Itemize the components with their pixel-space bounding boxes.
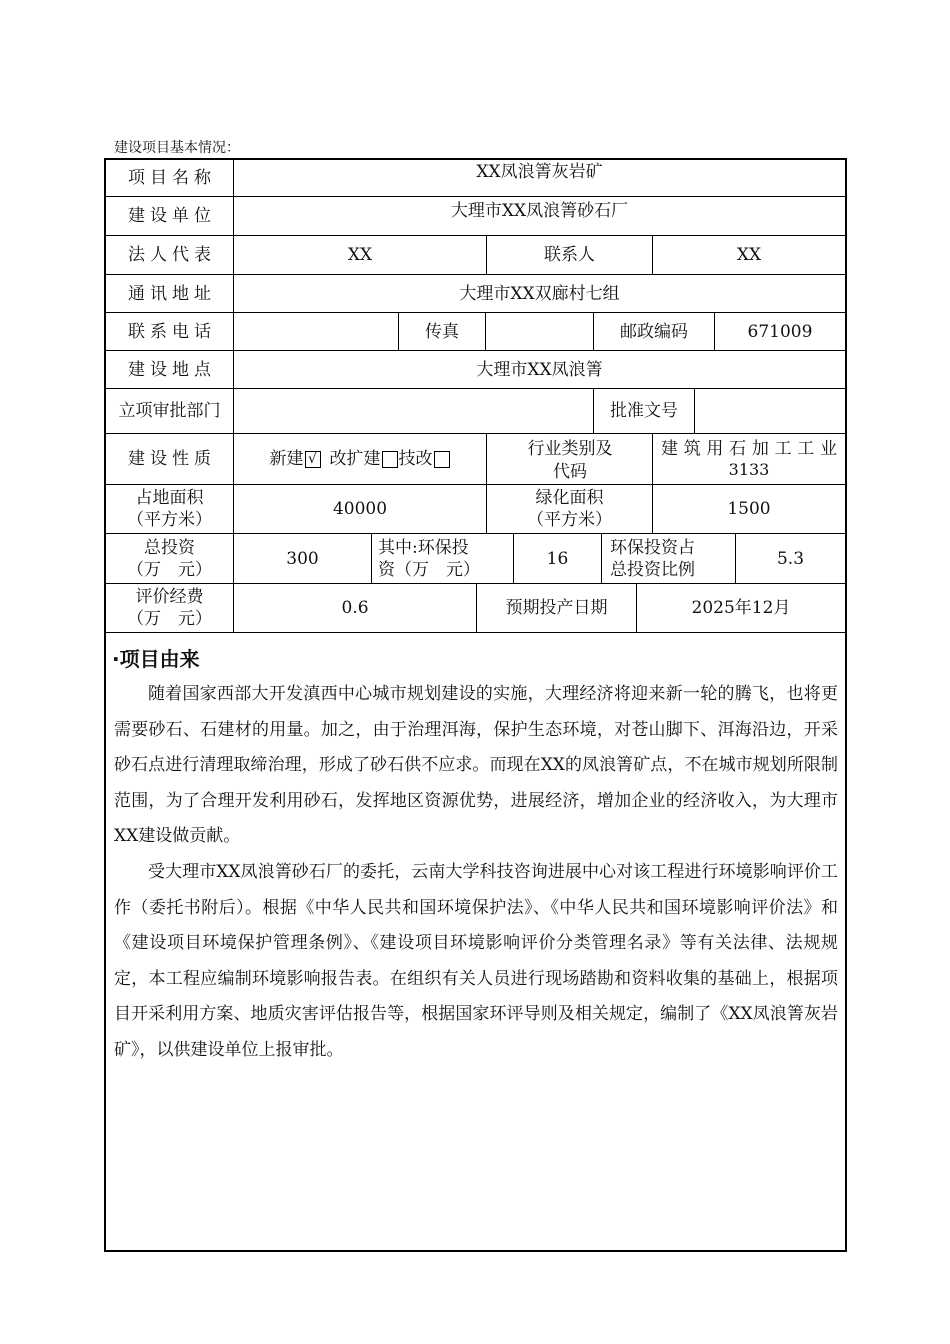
checkbox-new[interactable]: √ — [305, 451, 321, 468]
value-location: 大理市XX凤浪箐 — [476, 359, 603, 380]
fee-title: 评价经费 — [135, 587, 204, 607]
green-area-unit: （平方米） — [527, 510, 612, 530]
label-production-date: 预期投产日期 — [505, 598, 608, 618]
industry-name: 建筑用石加工工业 — [661, 439, 837, 459]
value-contact: XX — [736, 245, 762, 265]
value-env-ratio: 5.3 — [776, 548, 805, 569]
label-env-ratio — [602, 534, 735, 583]
label-evaluation-fee — [106, 584, 233, 632]
fee-unit: （万 元） — [127, 609, 212, 629]
value-evaluation-fee: 0.6 — [341, 598, 369, 618]
label-land-area — [106, 485, 233, 533]
label-industry: 行业类别及代码 — [527, 439, 613, 482]
env-investment-unit: 资（万 元） — [378, 559, 480, 580]
form-caption: 建设项目基本情况： — [114, 140, 240, 156]
value-phone — [234, 313, 398, 350]
option-new-label: 新建 — [269, 449, 304, 469]
label-nature: 建设性质 — [128, 449, 211, 469]
land-area-unit: （平方米） — [127, 510, 212, 530]
label-postcode: 邮政编码 — [620, 321, 688, 342]
value-construction-unit: 大理市XX凤浪箐砂石厂 — [450, 201, 629, 221]
label-green-area — [487, 485, 652, 533]
nature-options — [234, 434, 486, 484]
value-investment: 300 — [286, 548, 319, 569]
value-approval-doc — [695, 389, 845, 433]
label-investment — [106, 534, 233, 583]
section-body — [114, 677, 838, 1069]
row-divider — [104, 632, 847, 633]
value-fax — [486, 313, 593, 350]
value-project-name: XX凤浪箐灰岩矿 — [476, 162, 603, 182]
option-expand-label: 改扩建 — [329, 449, 381, 469]
option-tech-label: 技改 — [398, 449, 433, 469]
label-project-name: 项目名称 — [128, 168, 211, 188]
land-area-title: 占地面积 — [135, 488, 204, 508]
label-legal-rep: 法人代表 — [128, 245, 211, 265]
checkbox-expand[interactable] — [382, 451, 398, 468]
label-fax: 传真 — [425, 321, 459, 342]
value-address: 大理市XX双廊村七组 — [459, 283, 620, 304]
paragraph: 随着国家西部大开发滇西中心城市规划建设的实施，大理经济将迎来新一轮的腾飞，也将更需要砂石、石建材的用量。加之，由于治理洱海，保护生态环境，对苍山脚下、洱海沿边，开采砂石点进行清理取缔治理，形成了砂石供不应求。而现在XX的凤浪箐矿点，不在城市规划所限制范围，为了合理开发利用砂石，发挥地区资源优势，进展经济，增加企业的经济收入，为大理市XX建设做贡献。 — [114, 684, 838, 847]
env-ratio-title: 环保投资占 — [610, 537, 695, 558]
label-construction-unit: 建设单位 — [128, 206, 211, 226]
label-approval-dept: 立项审批部门 — [118, 401, 221, 421]
value-production-date: 2025年12月 — [691, 598, 791, 618]
industry-code: 3133 — [728, 460, 770, 479]
value-env-investment: 16 — [546, 548, 569, 569]
label-address: 通讯地址 — [128, 283, 211, 304]
label-approval-doc: 批准文号 — [610, 401, 678, 421]
green-area-title: 绿化面积 — [535, 488, 604, 508]
label-env-investment — [372, 534, 513, 583]
label-location: 建设地点 — [128, 359, 211, 380]
label-contact: 联系人 — [544, 245, 595, 265]
label-phone: 联系电话 — [128, 321, 211, 342]
value-industry — [653, 434, 845, 484]
value-approval-dept — [234, 389, 593, 433]
checkbox-tech[interactable] — [434, 451, 450, 468]
env-investment-title: 其中:环保投 — [378, 537, 469, 558]
value-legal-rep: XX — [347, 245, 373, 265]
section-title: ·项目由来 — [112, 647, 200, 671]
value-green-area: 1500 — [727, 499, 771, 519]
investment-unit: （万 元） — [127, 559, 212, 580]
investment-title: 总投资 — [144, 537, 195, 558]
paragraph: 受大理市XX凤浪箐砂石厂的委托，云南大学科技咨询进展中心对该工程进行环境影响评价工作（委托书附后）。根据《中华人民共和国环境保护法》、《中华人民共和国环境影响评价法》和《建设项目环境保护管理条例》、《建设项目环境影响评价分类管理名录》等有关法律、法规规定，本工程应编制环境影响报告表。在组织有关人员进行现场踏勘和资料收集的基础上，根据项目开采利用方案、地质灾害评估报告等，根据国家环评导则及相关规定，编制了《XX凤浪箐灰岩矿》，以供建设单位上报审批。 — [114, 861, 838, 1060]
value-land-area: 40000 — [332, 499, 388, 519]
env-ratio-subtitle: 总投资比例 — [610, 559, 695, 580]
value-postcode: 671009 — [747, 321, 813, 342]
